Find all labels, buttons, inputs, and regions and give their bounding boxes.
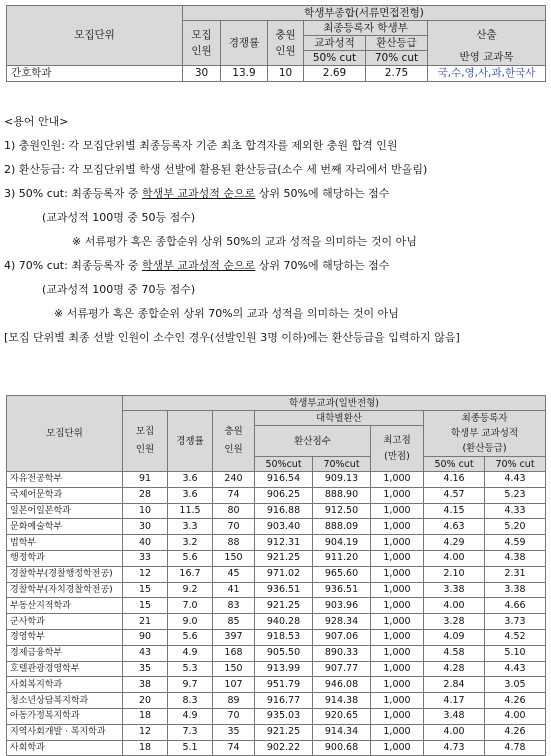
cell-score-70: 914.34	[313, 724, 371, 740]
cell-ratio: 5.6	[168, 550, 213, 566]
cell-unit: 아동가정복지학과	[7, 708, 123, 724]
cell-score-70: 904.19	[313, 535, 371, 551]
cell-unit: 일본어일본학과	[7, 503, 123, 519]
row-cut50: 2.69	[304, 66, 366, 82]
cell-quota: 15	[123, 598, 168, 614]
sub-grade-header: 교과성적	[304, 36, 366, 51]
cell-extra: 397	[213, 629, 255, 645]
cell-max: 1,000	[371, 550, 424, 566]
cell-score-70: 911.20	[313, 550, 371, 566]
calc-header: 산출	[428, 21, 546, 51]
cell-max: 1,000	[371, 677, 424, 693]
cell-quota: 12	[123, 566, 168, 582]
cell-ratio: 8.3	[168, 693, 213, 709]
cell-unit: 문화예술학부	[7, 519, 123, 535]
final-header: 최종등록자 학생부	[304, 21, 428, 36]
cell-grade-70: 4.59	[485, 535, 546, 551]
cell-grade-50: 4.63	[424, 519, 485, 535]
cell-grade-50: 4.00	[424, 598, 485, 614]
cell-extra: 240	[213, 472, 255, 488]
table-row	[7, 582, 546, 598]
cut70b-header: 70% cut	[485, 457, 546, 472]
cell-extra: 83	[213, 598, 255, 614]
cell-extra: 70	[213, 519, 255, 535]
cell-score-70: 914.38	[313, 693, 371, 709]
cell-score-70: 965.60	[313, 566, 371, 582]
notes-title: <용어 안내>	[4, 115, 69, 128]
cell-grade-50: 2.84	[424, 677, 485, 693]
cell-grade-50: 4.73	[424, 740, 485, 756]
cell-grade-50: 4.28	[424, 661, 485, 677]
cell-grade-70: 5.20	[485, 519, 546, 535]
cell-score-50: 921.25	[255, 724, 313, 740]
cut50-header: 50% cut	[304, 51, 366, 66]
cell-unit: 군사학과	[7, 614, 123, 630]
cell-extra: 74	[213, 740, 255, 756]
cell-score-70: 907.77	[313, 661, 371, 677]
cell-quota: 21	[123, 614, 168, 630]
terms-guide	[4, 110, 549, 350]
note-4-underline: 학생부 교과성적 순으로	[142, 259, 256, 272]
cell-extra: 74	[213, 487, 255, 503]
cell-unit: 국제어문학과	[7, 487, 123, 503]
cell-score-70: 888.90	[313, 487, 371, 503]
cell-score-70: 907.06	[313, 629, 371, 645]
cell-grade-70: 4.00	[485, 708, 546, 724]
note-4-remark: ※ 서류평가 혹은 종합순위 상위 70%의 교과 성적을 의미하는 것이 아님	[54, 307, 399, 320]
cell-ratio: 9.7	[168, 677, 213, 693]
cell-unit: 호텔관광경영학부	[7, 661, 123, 677]
row-cut70: 2.75	[366, 66, 428, 82]
cell-ratio: 9.2	[168, 582, 213, 598]
cell-quota: 20	[123, 693, 168, 709]
note-1: 1) 충원인원: 각 모집단위별 최종등록자 기준 최초 합격자를 제외한 충원 합격 인원	[4, 139, 398, 152]
group-header: 학생부종합(서류면접전형)	[183, 6, 546, 21]
table-row	[7, 614, 546, 630]
cell-ratio: 3.6	[168, 487, 213, 503]
cell-grade-50: 3.38	[424, 582, 485, 598]
cell-score-50: 935.03	[255, 708, 313, 724]
cell-extra: 89	[213, 693, 255, 709]
table-row	[7, 535, 546, 551]
cell-ratio: 4.9	[168, 708, 213, 724]
cell-ratio: 4.9	[168, 645, 213, 661]
cell-ratio: 5.6	[168, 629, 213, 645]
cell-extra: 107	[213, 677, 255, 693]
cell-score-70: 890.33	[313, 645, 371, 661]
cell-score-50: 902.22	[255, 740, 313, 756]
table-row	[7, 629, 546, 645]
cell-max: 1,000	[371, 724, 424, 740]
cell-extra: 150	[213, 550, 255, 566]
cell-quota: 12	[123, 724, 168, 740]
cut50b-header: 50% cut	[424, 457, 485, 472]
cell-unit: 경찰학부(경찰행정학전공)	[7, 566, 123, 582]
table-body	[7, 472, 546, 756]
cell-grade-70: 4.78	[485, 740, 546, 756]
cell-unit: 지역사회개발 · 복지학과	[7, 724, 123, 740]
table-gyogwa-ilban	[6, 395, 546, 756]
cell-extra: 41	[213, 582, 255, 598]
cell-score-70: 903.96	[313, 598, 371, 614]
cell-quota: 30	[123, 519, 168, 535]
cell-score-70: 900.68	[313, 740, 371, 756]
note-3-remark: ※ 서류평가 혹은 종합순위 상위 50%의 교과 성적을 의미하는 것이 아님	[72, 235, 417, 248]
table-row	[7, 598, 546, 614]
cell-score-50: 940.28	[255, 614, 313, 630]
sub-conv-header: 환산등급	[366, 36, 428, 51]
cell-quota: 18	[123, 708, 168, 724]
cell-unit: 사회복지학과	[7, 677, 123, 693]
note-3-sub: (교과성적 100명 중 50등 점수)	[42, 211, 196, 224]
cell-quota: 10	[123, 503, 168, 519]
cell-grade-70: 4.52	[485, 629, 546, 645]
cell-quota: 35	[123, 661, 168, 677]
table-row	[7, 503, 546, 519]
cut70-header: 70% cut	[366, 51, 428, 66]
cell-score-70: 888.09	[313, 519, 371, 535]
cell-score-50: 916.88	[255, 503, 313, 519]
note-3-text-a: 3) 50% cut: 최종등록자 중	[4, 187, 143, 200]
cell-quota: 38	[123, 677, 168, 693]
cell-score-70: 909.13	[313, 472, 371, 488]
cell-unit: 경제금융학부	[7, 645, 123, 661]
cell-grade-50: 4.09	[424, 629, 485, 645]
table-row	[7, 693, 546, 709]
cell-grade-50: 2.10	[424, 566, 485, 582]
cell-quota: 91	[123, 472, 168, 488]
table-row	[7, 677, 546, 693]
cell-max: 1,000	[371, 598, 424, 614]
cell-extra: 168	[213, 645, 255, 661]
cell-grade-70: 4.26	[485, 724, 546, 740]
cell-score-70: 946.08	[313, 677, 371, 693]
cell-ratio: 3.3	[168, 519, 213, 535]
cell-grade-50: 4.57	[424, 487, 485, 503]
cell-score-50: 916.54	[255, 472, 313, 488]
cell-max: 1,000	[371, 535, 424, 551]
cell-max: 1,000	[371, 472, 424, 488]
final-header-2: 최종등록자 학생부 교과성적 (환산등급)	[424, 411, 546, 457]
cell-max: 1,000	[371, 661, 424, 677]
note-4-text-b: 상위 70%에 해당하는 점수	[255, 259, 390, 272]
cell-grade-50: 4.17	[424, 693, 485, 709]
cell-grade-50: 3.48	[424, 708, 485, 724]
table-row	[7, 487, 546, 503]
cell-score-50: 916.77	[255, 693, 313, 709]
cell-score-70: 928.34	[313, 614, 371, 630]
univ-header: 대학별환산	[255, 411, 424, 426]
cell-score-50: 921.25	[255, 598, 313, 614]
cell-score-50: 918.53	[255, 629, 313, 645]
table-row	[7, 661, 546, 677]
quota-header-2: 모집 인원	[123, 411, 168, 472]
cell-ratio: 3.6	[168, 472, 213, 488]
cell-grade-70: 4.66	[485, 598, 546, 614]
cell-score-50: 913.99	[255, 661, 313, 677]
cell-score-50: 921.25	[255, 550, 313, 566]
cell-extra: 88	[213, 535, 255, 551]
cell-quota: 43	[123, 645, 168, 661]
cell-score-50: 951.79	[255, 677, 313, 693]
cell-ratio: 11.5	[168, 503, 213, 519]
cell-unit: 청소년상담복지학과	[7, 693, 123, 709]
row-unit: 간호학과	[7, 66, 183, 82]
calc-sub-header: 반영 교과목	[428, 51, 546, 66]
cell-score-70: 920.65	[313, 708, 371, 724]
cell-ratio: 5.1	[168, 740, 213, 756]
cell-quota: 18	[123, 740, 168, 756]
cell-extra: 35	[213, 724, 255, 740]
cell-unit: 법학부	[7, 535, 123, 551]
cell-unit: 경영학부	[7, 629, 123, 645]
cell-score-50: 936.51	[255, 582, 313, 598]
table-row	[7, 740, 546, 756]
cell-grade-50: 4.00	[424, 550, 485, 566]
cell-max: 1,000	[371, 693, 424, 709]
cell-score-50: 912.31	[255, 535, 313, 551]
cell-ratio: 9.0	[168, 614, 213, 630]
cell-unit: 사회학과	[7, 740, 123, 756]
cell-grade-70: 4.43	[485, 472, 546, 488]
table-row	[7, 66, 546, 82]
notes-footer: [모집 단위별 최종 선발 인원이 소수인 경우(선발인원 3명 이하)에는 환산등급을 입력하지 않음]	[4, 331, 460, 344]
cell-grade-50: 4.29	[424, 535, 485, 551]
cell-max: 1,000	[371, 740, 424, 756]
cell-extra: 80	[213, 503, 255, 519]
cell-ratio: 7.0	[168, 598, 213, 614]
cell-unit: 자유전공학부	[7, 472, 123, 488]
cell-grade-70: 4.38	[485, 550, 546, 566]
cell-score-50: 903.40	[255, 519, 313, 535]
cell-max: 1,000	[371, 708, 424, 724]
row-ratio: 13.9	[221, 66, 268, 82]
cell-grade-50: 4.00	[424, 724, 485, 740]
cell-unit: 행정학과	[7, 550, 123, 566]
table-row	[7, 724, 546, 740]
cell-max: 1,000	[371, 645, 424, 661]
max-header: 최고점 (만점)	[371, 426, 424, 472]
cell-max: 1,000	[371, 629, 424, 645]
cell-unit: 부동산지적학과	[7, 598, 123, 614]
cell-extra: 45	[213, 566, 255, 582]
cell-score-50: 905.50	[255, 645, 313, 661]
cell-max: 1,000	[371, 582, 424, 598]
cell-quota: 28	[123, 487, 168, 503]
cell-ratio: 16.7	[168, 566, 213, 582]
cell-score-50: 906.25	[255, 487, 313, 503]
table-row	[7, 550, 546, 566]
cell-extra: 85	[213, 614, 255, 630]
cell-grade-70: 3.05	[485, 677, 546, 693]
cell-grade-50: 4.16	[424, 472, 485, 488]
cell-extra: 70	[213, 708, 255, 724]
cut70-header-2: 70%cut	[313, 457, 371, 472]
cell-grade-70: 4.43	[485, 661, 546, 677]
note-3-underline: 학생부 교과성적 순으로	[142, 187, 256, 200]
extra-header-2: 충원 인원	[213, 411, 255, 472]
cell-grade-70: 3.38	[485, 582, 546, 598]
cut50-header-2: 50%cut	[255, 457, 313, 472]
note-4-text-a: 4) 70% cut: 최종등록자 중	[4, 259, 143, 272]
cell-extra: 150	[213, 661, 255, 677]
cell-score-70: 912.50	[313, 503, 371, 519]
cell-grade-70: 5.10	[485, 645, 546, 661]
cell-ratio: 7.3	[168, 724, 213, 740]
cell-grade-50: 4.15	[424, 503, 485, 519]
cell-quota: 40	[123, 535, 168, 551]
note-2: 2) 환산등급: 각 모집단위별 학생 선발에 활용된 환산등급(소수 세 번째 자리에서 반올림)	[4, 163, 428, 176]
cell-max: 1,000	[371, 566, 424, 582]
cell-grade-70: 3.73	[485, 614, 546, 630]
cell-max: 1,000	[371, 519, 424, 535]
cell-max: 1,000	[371, 503, 424, 519]
note-4	[4, 254, 549, 278]
table-row	[7, 472, 546, 488]
cell-grade-70: 4.33	[485, 503, 546, 519]
cell-quota: 90	[123, 629, 168, 645]
table-row	[7, 645, 546, 661]
ratio-header: 경쟁률	[221, 21, 268, 66]
table-row	[7, 708, 546, 724]
cell-quota: 15	[123, 582, 168, 598]
cell-unit: 경찰학부(자치경찰학전공)	[7, 582, 123, 598]
cell-score-50: 971.02	[255, 566, 313, 582]
note-3	[4, 182, 549, 206]
unit-header: 모집단위	[7, 6, 183, 66]
cell-max: 1,000	[371, 614, 424, 630]
cell-ratio: 5.3	[168, 661, 213, 677]
cell-score-70: 936.51	[313, 582, 371, 598]
table-seoryu-myeonjeop	[6, 5, 546, 82]
cell-grade-50: 4.58	[424, 645, 485, 661]
cell-grade-70: 4.26	[485, 693, 546, 709]
extra-header: 충원 인원	[268, 21, 304, 66]
ratio-header-2: 경쟁률	[168, 411, 213, 472]
group-header-2: 학생부교과(일반전형)	[123, 396, 546, 411]
note-4-sub: (교과성적 100명 중 70등 점수)	[42, 283, 196, 296]
table-row	[7, 519, 546, 535]
cell-ratio: 3.2	[168, 535, 213, 551]
row-subjects: 국,수,영,사,과,한국사	[428, 66, 546, 82]
conv-score-header: 환산점수	[255, 426, 371, 457]
cell-grade-70: 2.31	[485, 566, 546, 582]
unit-header-2: 모집단위	[7, 396, 123, 472]
cell-grade-70: 5.23	[485, 487, 546, 503]
table-row	[7, 566, 546, 582]
note-3-text-b: 상위 50%에 해당하는 점수	[255, 187, 390, 200]
cell-max: 1,000	[371, 487, 424, 503]
cell-quota: 33	[123, 550, 168, 566]
row-quota: 30	[183, 66, 221, 82]
row-extra: 10	[268, 66, 304, 82]
cell-grade-50: 3.28	[424, 614, 485, 630]
quota-header: 모집 인원	[183, 21, 221, 66]
